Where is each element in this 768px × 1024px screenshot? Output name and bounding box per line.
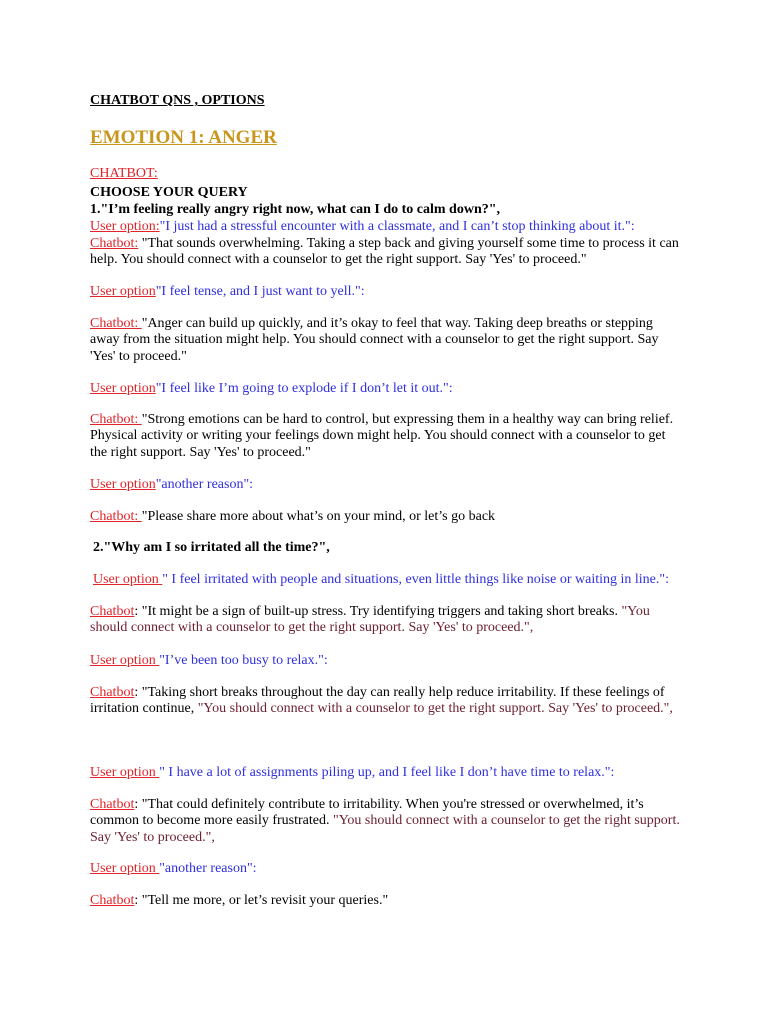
user-option-1-4 (90, 477, 680, 493)
chatbot-reply-label: Chatbot (90, 685, 135, 700)
user-option-label: User option (93, 572, 163, 587)
user-option-2-4 (90, 861, 680, 877)
chatbot-reply-label: Chatbot: (90, 412, 142, 427)
chatbot-reply-text: "Anger can build up quickly, and it’s okay to feel that way. Taking deep breaths or stepping away from the situation might help. You should connect with a counselor to get the right support. Say 'Yes' to proceed." (90, 316, 659, 364)
user-option-label: User option (90, 381, 156, 396)
user-option-label: User option: (90, 219, 160, 234)
chatbot-reply-2-4 (90, 893, 680, 909)
user-option-1-2 (90, 284, 680, 300)
chatbot-reply-text: : "It might be a sign of built-up stress. Try identifying triggers and taking short breaks. (134, 604, 622, 619)
chatbot-reply-label: Chatbot (90, 797, 135, 812)
user-option-text: "I’ve been too busy to relax.": (159, 653, 328, 668)
chatbot-reply-label: Chatbot: (90, 236, 139, 251)
chatbot-reply-text: "Strong emotions can be hard to control, but expressing them in a healthy way can bring relief. Physical activity or writing your feelings down might help. You should connect with a counselor to get the right support. Say 'Yes' to proceed." (90, 412, 674, 460)
user-option-text: "another reason": (159, 861, 257, 876)
user-option-label: User option (90, 284, 156, 299)
document-title: CHATBOT QNS , OPTIONS (90, 93, 265, 108)
chatbot-reply-text: : "That could definitely contribute to irritability. When you're stressed or overwhelmed, it’s common to become more easily frustrated. (90, 797, 644, 829)
chatbot-reply-2-2 (90, 685, 680, 718)
user-option-2-2 (90, 653, 680, 669)
user-option-text: "I just had a stressful encounter with a classmate, and I can’t stop thinking about it.": (159, 219, 635, 234)
choose-query-label: CHOOSE YOUR QUERY (90, 185, 248, 200)
chatbot-label: CHATBOT: (90, 166, 158, 181)
chatbot-reply-label: Chatbot: (90, 509, 142, 524)
user-option-label: User option (90, 765, 160, 780)
user-option-1-3 (90, 381, 680, 397)
user-option-label: User option (90, 477, 156, 492)
chatbot-reply-1-1 (90, 236, 680, 269)
user-option-text: " I have a lot of assignments piling up, and I feel like I don’t have time to relax.": (159, 765, 615, 780)
user-option-text: "another reason": (155, 477, 254, 492)
query-1-question: 1."I’m feeling really angry right now, what can I do to calm down?", (90, 202, 501, 217)
chatbot-reply-text: : "Tell me more, or let’s revisit your queries." (134, 893, 389, 908)
chatbot-reply-2-1 (90, 604, 680, 637)
user-option-label: User option (90, 653, 160, 668)
chatbot-reply-label: Chatbot (90, 604, 135, 619)
chatbot-reply-text: "That sounds overwhelming. Taking a step back and giving yourself some time to process it can help. You should connect with a counselor to get the right support. Say 'Yes' to proceed." (90, 236, 679, 268)
user-option-2-1 (93, 572, 673, 588)
chatbot-reply-1-3 (90, 412, 680, 461)
counselor-text: "You should connect with a counselor to get the right support. Say 'Yes' to proceed.", (90, 604, 650, 636)
counselor-text: "You should connect with a counselor to get the right support. Say 'Yes' to proceed.", (197, 701, 673, 717)
chatbot-reply-1-4 (90, 509, 680, 525)
chatbot-reply-2-3 (90, 797, 680, 846)
user-option-label: User option (90, 861, 160, 876)
chatbot-reply-label: Chatbot: (90, 316, 142, 331)
user-option-1-1 (90, 219, 680, 235)
query-2-question: 2."Why am I so irritated all the time?", (93, 540, 330, 555)
chatbot-reply-label: Chatbot (90, 893, 135, 908)
chatbot-reply-text: : "Taking short breaks throughout the day can really help reduce irritability. If these feelings of irritation continue, (90, 685, 665, 717)
chatbot-reply-1-2 (90, 316, 680, 365)
user-option-2-3 (90, 765, 680, 781)
emotion-heading: EMOTION 1: ANGER (90, 127, 277, 148)
user-option-text: "I feel like I’m going to explode if I don’t let it out.": (155, 381, 453, 396)
counselor-text: "You should connect with a counselor to get the right support. Say 'Yes' to proceed.", (90, 813, 680, 845)
user-option-text: " I feel irritated with people and situations, even little things like noise or waiting in line.": (162, 572, 669, 587)
chatbot-reply-text: "Please share more about what’s on your mind, or let’s go back (141, 509, 496, 524)
user-option-text: "I feel tense, and I just want to yell.": (155, 284, 365, 299)
